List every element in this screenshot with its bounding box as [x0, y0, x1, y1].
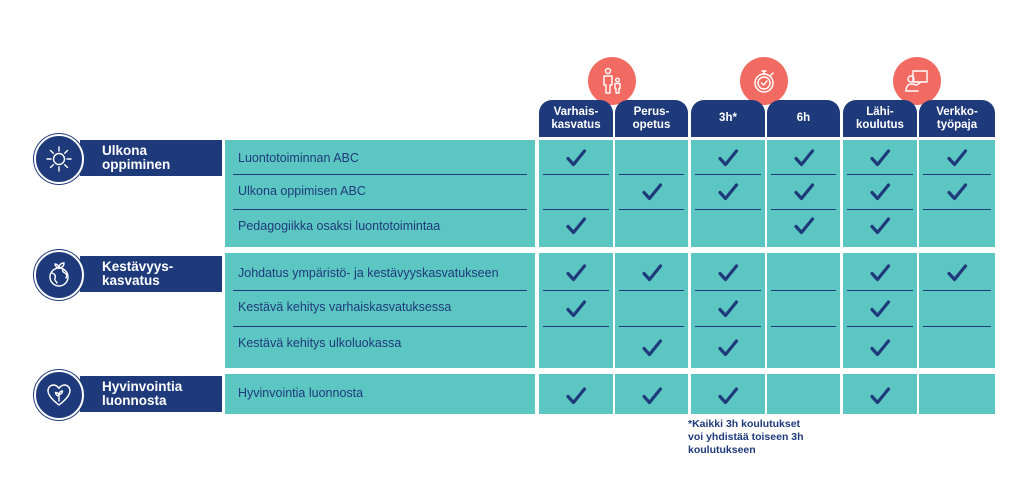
stopwatch-icon: [740, 57, 788, 105]
check-icon: [869, 299, 891, 319]
column-header: Verkko- työpaja: [919, 100, 995, 137]
globe-leaf-icon: [34, 250, 84, 300]
row-divider: [233, 290, 527, 291]
topic-label: Luontotoiminnan ABC: [238, 151, 359, 165]
check-icon: [717, 299, 739, 319]
check-icon: [641, 386, 663, 406]
row-divider: [847, 209, 913, 210]
row-divider: [695, 209, 761, 210]
check-icon: [869, 148, 891, 168]
heart-leaf-icon: [34, 370, 84, 420]
check-icon: [565, 148, 587, 168]
row-divider: [771, 174, 836, 175]
check-icon: [565, 299, 587, 319]
check-icon: [717, 148, 739, 168]
row-divider: [847, 174, 913, 175]
topic-label: Johdatus ympäristö- ja kestävyyskasvatukseen: [238, 266, 499, 280]
column-header: Lähi- koulutus: [843, 100, 917, 137]
row-divider: [233, 209, 527, 210]
row-divider: [847, 326, 913, 327]
row-divider: [695, 174, 761, 175]
check-icon: [641, 182, 663, 202]
check-icon: [565, 386, 587, 406]
row-divider: [923, 209, 991, 210]
check-icon: [869, 263, 891, 283]
check-icon: [869, 216, 891, 236]
topic-label: Hyvinvointia luonnosta: [238, 386, 364, 400]
row-divider: [543, 174, 609, 175]
row-divider: [695, 326, 761, 327]
check-icon: [717, 182, 739, 202]
check-icon: [565, 216, 587, 236]
row-divider: [619, 174, 684, 175]
check-icon: [717, 386, 739, 406]
grid-cell: [767, 253, 840, 368]
check-icon: [565, 263, 587, 283]
column-header: 6h: [767, 100, 840, 137]
row-divider: [619, 326, 684, 327]
topic-label: Pedagogiikka osaksi luontotoimintaa: [238, 219, 441, 233]
check-icon: [946, 148, 968, 168]
row-divider: [543, 209, 609, 210]
check-icon: [793, 148, 815, 168]
sun-icon: [34, 134, 84, 184]
row-divider: [619, 209, 684, 210]
row-divider: [543, 290, 609, 291]
check-icon: [869, 386, 891, 406]
row-divider: [923, 290, 991, 291]
row-divider: [847, 290, 913, 291]
parent-child-icon: [588, 57, 636, 105]
grid-cell: [767, 374, 840, 414]
topic-label: Kestävä kehitys varhaiskasvatuksessa: [238, 300, 452, 314]
row-divider: [771, 290, 836, 291]
row-divider: [543, 326, 609, 327]
category-label: Ulkona oppiminen: [80, 140, 222, 176]
column-header: Perus- opetus: [615, 100, 688, 137]
check-icon: [717, 263, 739, 283]
check-icon: [793, 182, 815, 202]
row-divider: [771, 326, 836, 327]
grid-cell: [919, 374, 995, 414]
row-divider: [619, 290, 684, 291]
check-icon: [946, 263, 968, 283]
category-label: Kestävyys- kasvatus: [80, 256, 222, 292]
topic-label: Ulkona oppimisen ABC: [238, 184, 366, 198]
check-icon: [946, 182, 968, 202]
row-divider: [695, 290, 761, 291]
category-label: Hyvinvointia luonnosta: [80, 376, 222, 412]
column-header: Varhais- kasvatus: [539, 100, 613, 137]
row-divider: [923, 326, 991, 327]
row-divider: [233, 174, 527, 175]
footnote: *Kaikki 3h koulutukset voi yhdistää toiseen 3h koulutukseen: [688, 418, 804, 456]
row-divider: [923, 174, 991, 175]
topic-label: Kestävä kehitys ulkoluokassa: [238, 336, 402, 350]
check-icon: [717, 338, 739, 358]
row-divider: [771, 209, 836, 210]
column-header: 3h*: [691, 100, 765, 137]
check-icon: [641, 338, 663, 358]
check-icon: [869, 182, 891, 202]
check-icon: [869, 338, 891, 358]
row-divider: [233, 326, 527, 327]
check-icon: [793, 216, 815, 236]
check-icon: [641, 263, 663, 283]
presentation-icon: [893, 57, 941, 105]
